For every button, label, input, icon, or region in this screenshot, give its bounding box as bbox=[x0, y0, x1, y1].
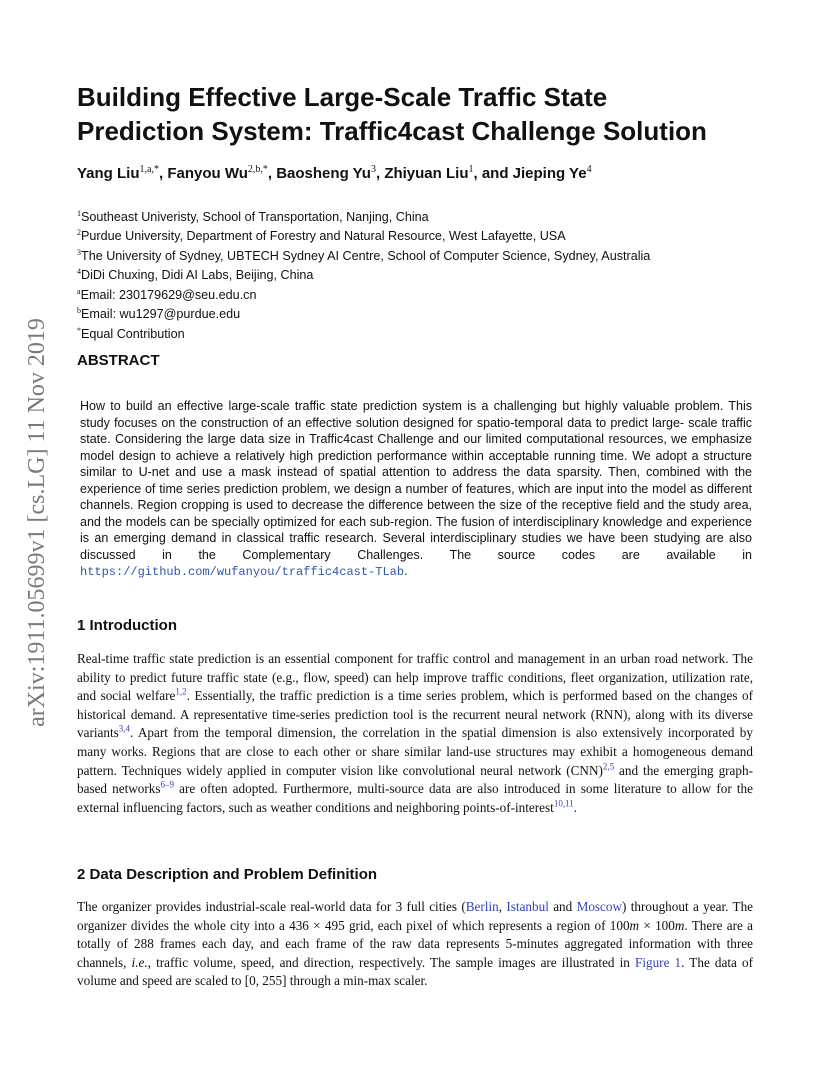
affiliation bbox=[77, 206, 650, 225]
introduction-paragraph bbox=[77, 650, 753, 817]
author-sep: , bbox=[267, 165, 277, 182]
affiliation-mark: 4 bbox=[77, 267, 81, 277]
affiliation bbox=[77, 245, 650, 264]
data-section-heading: 2 Data Description and Problem Definition bbox=[77, 866, 378, 883]
data-text: . There are a totally of 288 frames each day, and each frame of the raw data represents 5-minutes aggregated information with three channels, bbox=[77, 917, 754, 970]
unit-meter: m bbox=[629, 917, 640, 933]
data-text: , bbox=[498, 899, 507, 914]
intro-text: . bbox=[573, 799, 578, 815]
moscow-link[interactable]: Moscow bbox=[576, 899, 623, 914]
affiliation bbox=[77, 264, 650, 283]
istanbul-link[interactable]: Istanbul bbox=[506, 899, 549, 914]
affiliation-text: Equal Contribution bbox=[81, 327, 185, 342]
citation-link[interactable]: 2,5 bbox=[602, 761, 615, 772]
author-sep: , bbox=[375, 165, 385, 182]
title-line-2: Prediction System: Traffic4cast Challenge Solution bbox=[77, 116, 707, 146]
affiliation-mark: b bbox=[77, 306, 81, 316]
affiliation bbox=[77, 323, 650, 342]
citation-link[interactable]: 1,2 bbox=[175, 686, 187, 697]
affiliation-text: The University of Sydney, UBTECH Sydney AI Centre, School of Computer Science, Sydney, Australia bbox=[81, 249, 651, 264]
data-text: and bbox=[548, 899, 577, 914]
data-text: . The data of volume and speed are scaled to [0, 255] through a min-max scaler. bbox=[77, 954, 753, 989]
citation-link[interactable]: 10,11 bbox=[553, 798, 574, 809]
intro-text: Real-time traffic state prediction is an essential component for traffic control and management in an urban road network. The ability to predict future traffic state (e.g., flow, speed) can help improve traffic conditions, fleet organization, utilization rate, and social welfare bbox=[77, 651, 753, 704]
data-text: ) throughout a year. The organizer divides the whole city into a 436 × 495 grid, each pixel of which represents a region of 100 bbox=[77, 899, 754, 933]
abstract-text: How to build an effective large-scale traffic state prediction system is a challenging but highly valuable problem. This study focuses on the construction of an effective solution designed for spatio-temporal data to predict large- scale traffic state. Considering the large data size in Traffic4cast Challenge and our limited computational resources, we emphasize model design to achieve a relatively high prediction performance within acceptable running time. We adopt a structure similar to U-net and use a mask instead of spatial attention to address the data sparsity. Then, combined with the experience of time series prediction problem, we design a number of features, which are input into the model as different channels. Region cropping is used to decrease the difference between the size of the receptive field and the study area, and the models can be specially optimized for each sub-region. The fusion of interdisciplinary knowledge and experience is an emerging demand in classical traffic research. Several interdisciplinary studies we have been studying are also discussed in the Complementary Challenges. The source codes are available in bbox=[80, 399, 752, 562]
author-sup: 3 bbox=[370, 164, 376, 175]
paper-title bbox=[77, 80, 707, 148]
author-sup: 4 bbox=[586, 164, 592, 175]
affiliation-text: Southeast Univeristy, School of Transportation, Nanjing, China bbox=[81, 210, 429, 225]
affiliation-text: Email: wu1297@purdue.edu bbox=[81, 307, 241, 322]
author-sup: 2,b,* bbox=[247, 164, 268, 175]
source-code-link[interactable]: https://github.com/wufanyou/traffic4cast-TLab bbox=[80, 565, 405, 579]
affiliation-mark: * bbox=[77, 325, 81, 335]
citation-link[interactable]: 3,4 bbox=[118, 723, 130, 734]
affiliation-mark: 3 bbox=[77, 247, 81, 257]
author-sup: 1 bbox=[468, 164, 474, 175]
data-description-paragraph bbox=[77, 898, 753, 991]
affiliation-text: DiDi Chuxing, Didi AI Labs, Beijing, China bbox=[81, 268, 314, 283]
intro-text: and the emerging graph-based networks bbox=[77, 762, 753, 797]
affiliation-mark: a bbox=[77, 286, 81, 296]
author-name: Fanyou Wu bbox=[167, 165, 248, 182]
author-sup: 1,a,* bbox=[139, 164, 159, 175]
citation-link[interactable]: 6–9 bbox=[160, 779, 175, 790]
author-name: Yang Liu bbox=[77, 165, 140, 182]
author-name: Zhiyuan Liu bbox=[384, 165, 469, 182]
affiliation-mark: 1 bbox=[77, 209, 81, 218]
figure-1-link[interactable]: Figure 1 bbox=[635, 954, 682, 970]
affiliation-text: Purdue University, Department of Forestry and Natural Resource, West Lafayette, USA bbox=[81, 229, 566, 244]
author-name: Baosheng Yu bbox=[276, 165, 371, 182]
intro-text: . Apart from the temporal dimension, the correlation in the spatial dimension is also extensively incorporated by many works. Regions that are close to each other or share similar land-use structures may exhibit a homogeneous demand pattern. Techniques widely applied in computer vision like convolutional neural network (CNN) bbox=[77, 725, 753, 778]
abstract-heading: ABSTRACT bbox=[77, 352, 160, 369]
affiliation bbox=[77, 284, 650, 303]
data-text: , traffic volume, speed, and direction, respectively. The sample images are illustrated in bbox=[147, 954, 635, 970]
arxiv-identifier: arXiv:1911.05699v1 [cs.LG] 11 Nov 2019 bbox=[23, 317, 50, 727]
abstract-end: . bbox=[404, 564, 408, 578]
ie-abbrev: i.e. bbox=[131, 954, 148, 970]
affiliation-mark: 2 bbox=[77, 228, 81, 238]
berlin-link[interactable]: Berlin bbox=[465, 899, 499, 914]
data-text: The organizer provides industrial-scale real-world data for 3 full cities ( bbox=[77, 899, 466, 914]
unit-meter: m bbox=[674, 917, 685, 933]
arxiv-sidebar bbox=[20, 282, 54, 762]
author-name: Jieping Ye bbox=[512, 165, 587, 182]
affiliation-list bbox=[77, 206, 650, 342]
affiliation-text: Email: 230179629@seu.edu.cn bbox=[80, 288, 257, 303]
intro-text: are often adopted. Furthermore, multi-source data are also introduced in some literature to allow for the external influencing factors, such as weather conditions and neighboring points-of-interest bbox=[77, 781, 753, 815]
abstract-body bbox=[80, 398, 752, 581]
affiliation bbox=[77, 303, 650, 322]
data-text: × 100 bbox=[639, 917, 675, 933]
author-list bbox=[77, 164, 592, 182]
author-sep: , bbox=[158, 165, 168, 182]
title-line-1: Building Effective Large-Scale Traffic State bbox=[77, 82, 608, 112]
intro-text: . Essentially, the traffic prediction is a time series problem, which is performed based on the changes of historical demand. A representative time-series prediction tool is the recurrent neural network (RNN), along with its diverse variants bbox=[77, 688, 753, 741]
affiliation bbox=[77, 225, 650, 244]
introduction-heading: 1 Introduction bbox=[77, 617, 177, 634]
author-sep: , and bbox=[473, 165, 513, 182]
